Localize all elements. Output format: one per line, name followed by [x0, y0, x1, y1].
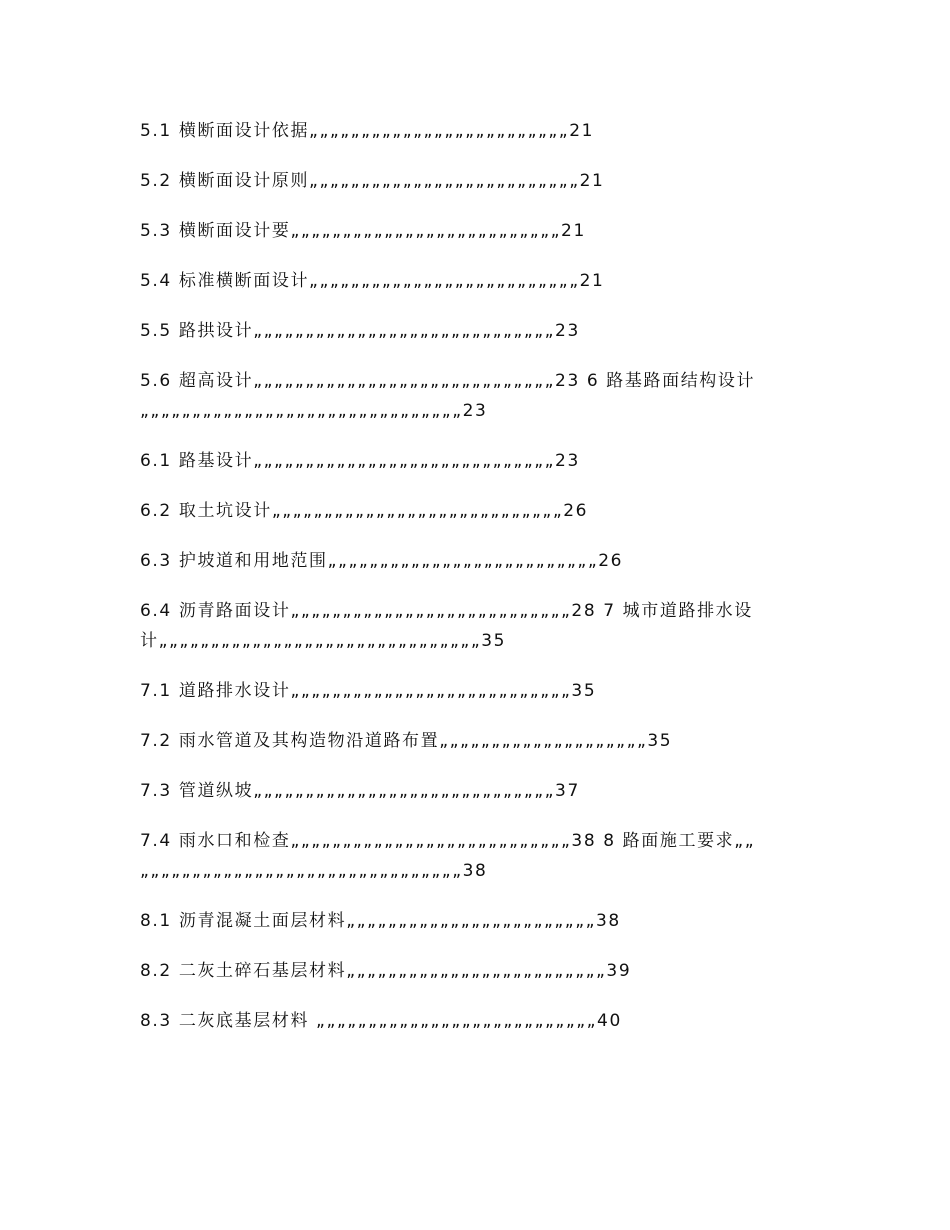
toc-entry-5-3[interactable] — [140, 216, 805, 246]
toc-entry-text-continued: 计„„„„„„„„„„„„„„„„„„„„„„„„„„„„„„„35 — [140, 631, 507, 651]
toc-entry-text: 5.2 横断面设计原则„„„„„„„„„„„„„„„„„„„„„„„„„„21 — [140, 171, 605, 191]
toc-entry-6-2[interactable] — [140, 496, 805, 526]
toc-entry-5-1[interactable] — [140, 116, 805, 146]
toc-entry-text-continued: „„„„„„„„„„„„„„„„„„„„„„„„„„„„„„„38 — [140, 861, 488, 881]
toc-entry-text: 5.6 超高设计„„„„„„„„„„„„„„„„„„„„„„„„„„„„„23 6 路基路面结构设计 — [140, 371, 756, 391]
toc-entry-5-4[interactable] — [140, 266, 805, 296]
toc-entry-8-3[interactable] — [140, 1006, 805, 1036]
toc-entry-6-3[interactable] — [140, 546, 805, 576]
toc-entry-text: 5.4 标准横断面设计„„„„„„„„„„„„„„„„„„„„„„„„„„21 — [140, 271, 605, 291]
table-of-contents — [140, 116, 805, 1056]
toc-entry-5-6[interactable] — [140, 366, 805, 426]
toc-entry-8-1[interactable] — [140, 906, 805, 936]
toc-entry-text: 8.1 沥青混凝土面层材料„„„„„„„„„„„„„„„„„„„„„„„„38 — [140, 911, 621, 931]
toc-entry-text: 6.1 路基设计„„„„„„„„„„„„„„„„„„„„„„„„„„„„„23 — [140, 451, 580, 471]
toc-entry-text: 7.3 管道纵坡„„„„„„„„„„„„„„„„„„„„„„„„„„„„„37 — [140, 781, 580, 801]
toc-entry-text: 8.3 二灰底基层材料 „„„„„„„„„„„„„„„„„„„„„„„„„„„40 — [140, 1011, 622, 1031]
toc-entry-text: 7.2 雨水管道及其构造物沿道路布置„„„„„„„„„„„„„„„„„„„„35 — [140, 731, 673, 751]
toc-entry-text: 6.3 护坡道和用地范围„„„„„„„„„„„„„„„„„„„„„„„„„„26 — [140, 551, 624, 571]
toc-entry-text: 5.1 横断面设计依据„„„„„„„„„„„„„„„„„„„„„„„„„21 — [140, 121, 595, 141]
toc-entry-text: 7.4 雨水口和检查„„„„„„„„„„„„„„„„„„„„„„„„„„„38 8 路面施工要求„„ — [140, 831, 756, 851]
toc-entry-7-4[interactable] — [140, 826, 805, 886]
toc-entry-6-1[interactable] — [140, 446, 805, 476]
toc-entry-text: 6.2 取土坑设计„„„„„„„„„„„„„„„„„„„„„„„„„„„„26 — [140, 501, 589, 521]
toc-entry-text: 7.1 道路排水设计„„„„„„„„„„„„„„„„„„„„„„„„„„„35 — [140, 681, 597, 701]
toc-entry-5-5[interactable] — [140, 316, 805, 346]
toc-entry-7-2[interactable] — [140, 726, 805, 756]
toc-entry-text-continued: „„„„„„„„„„„„„„„„„„„„„„„„„„„„„„„23 — [140, 401, 488, 421]
toc-entry-8-2[interactable] — [140, 956, 805, 986]
toc-entry-text: 6.4 沥青路面设计„„„„„„„„„„„„„„„„„„„„„„„„„„„28 7 城市道路排水设 — [140, 601, 753, 621]
toc-entry-text: 5.3 横断面设计要„„„„„„„„„„„„„„„„„„„„„„„„„„21 — [140, 221, 586, 241]
toc-entry-7-3[interactable] — [140, 776, 805, 806]
toc-entry-7-1[interactable] — [140, 676, 805, 706]
toc-entry-text: 8.2 二灰土碎石基层材料„„„„„„„„„„„„„„„„„„„„„„„„„39 — [140, 961, 632, 981]
toc-entry-5-2[interactable] — [140, 166, 805, 196]
toc-entry-text: 5.5 路拱设计„„„„„„„„„„„„„„„„„„„„„„„„„„„„„23 — [140, 321, 580, 341]
toc-entry-6-4[interactable] — [140, 596, 805, 656]
